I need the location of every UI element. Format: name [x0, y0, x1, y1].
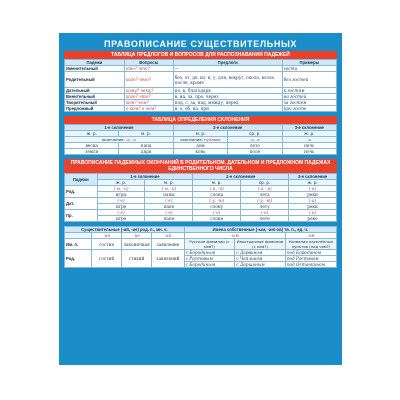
ending: (-у, -ю)	[193, 198, 241, 204]
case-name: Пр.	[65, 210, 98, 222]
case-name: Родительный	[65, 72, 125, 88]
example-word: стихий	[122, 250, 152, 268]
declension-header: 2-е склонение	[193, 174, 289, 180]
example-word: печь	[282, 143, 336, 149]
example-word: игре	[97, 204, 145, 210]
gender-label: ж. р.	[282, 131, 336, 137]
case-name: Дательный	[65, 88, 125, 94]
case-example: гости	[282, 66, 336, 72]
ending: (-е)	[145, 210, 193, 216]
declension-header: 3-е склонение	[282, 125, 336, 131]
case-prepositions: в, о, об, на, при	[173, 106, 282, 112]
column-header: Названия населённых пунктов (под чем?)	[285, 239, 336, 250]
table-row	[65, 72, 337, 88]
page-title: ПРАВОПИСАНИЕ СУЩЕСТВИТЕЛЬНЫХ	[104, 39, 297, 49]
example-word: слоне	[193, 216, 241, 222]
ending-value: -о, -е	[249, 137, 260, 142]
case-question: кому? чему?	[124, 88, 173, 94]
gender-label: ж. р.	[97, 180, 145, 186]
example-word: папа	[119, 143, 173, 149]
column-header: Русские фамилии (с кем?)	[184, 239, 235, 250]
ending: (-а, -я)	[241, 186, 289, 192]
case-question: кем? чем?	[124, 100, 173, 106]
ending: (-е)	[145, 198, 193, 204]
example-word: дядя	[119, 149, 173, 155]
ending: (-е)	[97, 198, 145, 204]
section-title-endings: ПРАВОПИСАНИЕ ПАДЕЖНЫХ ОКОНЧАНИЙ В РОДИТЕЛЬНОМ, ДАТЕЛЬНОМ И ПРЕДЛОЖНОМ ПАДЕЖАХ ЕДИНСТВЕННОГО ЧИСЛА	[64, 159, 337, 173]
case-column-header: Падежи	[65, 174, 98, 186]
ending: (-у, -ю)	[241, 198, 289, 204]
example-word: конь	[173, 149, 227, 155]
case-name: Предложный	[65, 106, 125, 112]
gender-label: м. р.	[173, 131, 227, 137]
example-word: гостия	[92, 239, 122, 250]
case-prepositions: —	[173, 66, 282, 72]
ending: (-и)	[289, 198, 337, 204]
example-word: слона	[193, 192, 241, 198]
gender-label: ср. р.	[241, 180, 289, 186]
example-word: папе	[145, 204, 193, 210]
column-header: Примеры	[282, 60, 336, 66]
example-word: ночь	[282, 149, 336, 155]
ending: (-и)	[289, 210, 337, 216]
gender-label: м. р.	[145, 180, 193, 186]
example-word: лету	[241, 204, 289, 210]
poster	[59, 33, 342, 365]
example-word: с Даршиным	[235, 262, 286, 268]
example-word: реке	[289, 216, 337, 222]
plural-nouns-header: Существительные (-ий, -ие) род. п., мн. ч.	[65, 227, 185, 233]
ending-cell	[173, 137, 227, 143]
declension-header: 3-е склонение	[289, 174, 337, 180]
column-header: Иностранные фамилии (с кем?)	[235, 239, 286, 250]
example-word: с Дарвином	[235, 250, 286, 256]
example-word: папы	[145, 192, 193, 198]
case-name: Род.	[65, 186, 98, 198]
section-title-prepositions: ТАБЛИЦА ПРЕДЛОГОВ И ВОПРОСОВ ДЛЯ РАСПОЗНАВАНИЯ ПАДЕЖЕЙ	[64, 51, 337, 59]
ending: (-е)	[193, 210, 241, 216]
ending: (-е)	[97, 210, 145, 216]
case-prepositions: по, к, благодаря	[173, 88, 282, 94]
case-example: на гостей	[282, 94, 336, 100]
case-example: при госте	[282, 106, 336, 112]
case-example: к гостям	[282, 88, 336, 94]
ending: (-ы, -и)	[97, 186, 145, 192]
case-name: Именительный	[65, 66, 125, 72]
prepositions-table	[64, 59, 337, 112]
suffix-label: -ом	[285, 233, 336, 239]
example-word: гостий	[92, 250, 122, 268]
gender-label: м. р.	[193, 180, 241, 186]
case-name: Винительный	[65, 94, 125, 100]
column-header: Вопросы	[124, 60, 173, 66]
section-title-declension: ТАБЛИЦА ОПРЕДЕЛЕНИЯ СКЛОНЕНИЯ	[64, 116, 337, 124]
declension-header: 2-е склонение	[173, 125, 282, 131]
example-word: игры	[97, 192, 145, 198]
case-prepositions: в, на, за, про, через	[173, 94, 282, 100]
gender-label: ж. р.	[65, 131, 119, 137]
example-word: лета	[241, 192, 289, 198]
column-header: Падежи	[65, 60, 125, 66]
column-header: Предлоги	[173, 60, 282, 66]
case-question: кого? чего?	[124, 72, 173, 88]
special-endings-table	[64, 226, 337, 268]
example-word: заявление	[152, 239, 185, 250]
example-word: с Бородиным	[184, 262, 235, 268]
suffix-label: -ым	[184, 233, 285, 239]
table-row	[65, 149, 337, 155]
endings-label: окончание:	[180, 137, 203, 142]
example-word: с Бородиным	[184, 250, 235, 256]
example-word: весна	[65, 143, 119, 149]
table-row	[65, 216, 337, 222]
case-question: кто? что?	[124, 66, 173, 72]
ending: (-и)	[289, 186, 337, 192]
case-name: Творительный	[65, 100, 125, 106]
case-example: за гостем	[282, 100, 336, 106]
case-question: о ком? о чём?	[124, 106, 173, 112]
example-word: реки	[289, 192, 337, 198]
ending: (-ы, -и)	[145, 186, 193, 192]
ending-value: -ь	[307, 137, 312, 142]
example-word: под Бородином	[285, 250, 336, 256]
example-word: лете	[241, 216, 289, 222]
example-word: с Ростовым	[184, 256, 235, 262]
declension-header: 1-е склонение	[97, 174, 193, 180]
endings-table	[64, 173, 337, 222]
gender-label: ср. р.	[228, 131, 282, 137]
case-prepositions: под, с, за, над, между, перед	[173, 100, 282, 106]
table-row	[65, 106, 337, 112]
example-word: под Ростовом	[285, 256, 336, 262]
example-word: земля	[65, 149, 119, 155]
example-word: папе	[145, 216, 193, 222]
table-row	[65, 250, 337, 256]
example-word: под Останкином	[285, 262, 336, 268]
example-word: реки	[289, 204, 337, 210]
example-word: заявлений	[152, 250, 185, 268]
ending: (-е)	[241, 210, 289, 216]
case-name: Дат.	[65, 198, 98, 210]
gender-label: ж. р.	[289, 180, 337, 186]
suffix-label: -ий	[152, 233, 185, 239]
suffix-label: -ие	[122, 233, 152, 239]
declension-header: 1-е склонение	[65, 125, 174, 131]
example-word: лето	[228, 143, 282, 149]
case-prepositions: без, от, до, из, к, у, для, вокруг, около, возле, после, кроме	[173, 72, 282, 88]
declension-table	[64, 124, 337, 155]
ending-value: нулевое	[204, 137, 221, 142]
ending-value: -а, -я	[125, 137, 136, 142]
case-example: без гостей	[282, 72, 336, 88]
table-row	[65, 239, 337, 250]
example-word: игре	[97, 216, 145, 222]
endings-label: окончание:	[102, 137, 125, 142]
case-question: кого? что?	[124, 94, 173, 100]
example-word: дом	[173, 143, 227, 149]
example-word: лаконичная	[122, 239, 152, 250]
case-name: Им. п.	[65, 239, 92, 250]
gender-label: м. р.	[119, 131, 173, 137]
example-word: поле	[228, 149, 282, 155]
suffix-label: -ия	[92, 233, 122, 239]
example-word: слону	[193, 204, 241, 210]
case-name: Род.	[65, 250, 92, 268]
ending: (-а, -я)	[193, 186, 241, 192]
example-word: с Чаплином	[235, 256, 286, 262]
proper-names-header: Имена собственные (-ым, -ин/-ов) тв. п., ед. ч.	[184, 227, 336, 233]
